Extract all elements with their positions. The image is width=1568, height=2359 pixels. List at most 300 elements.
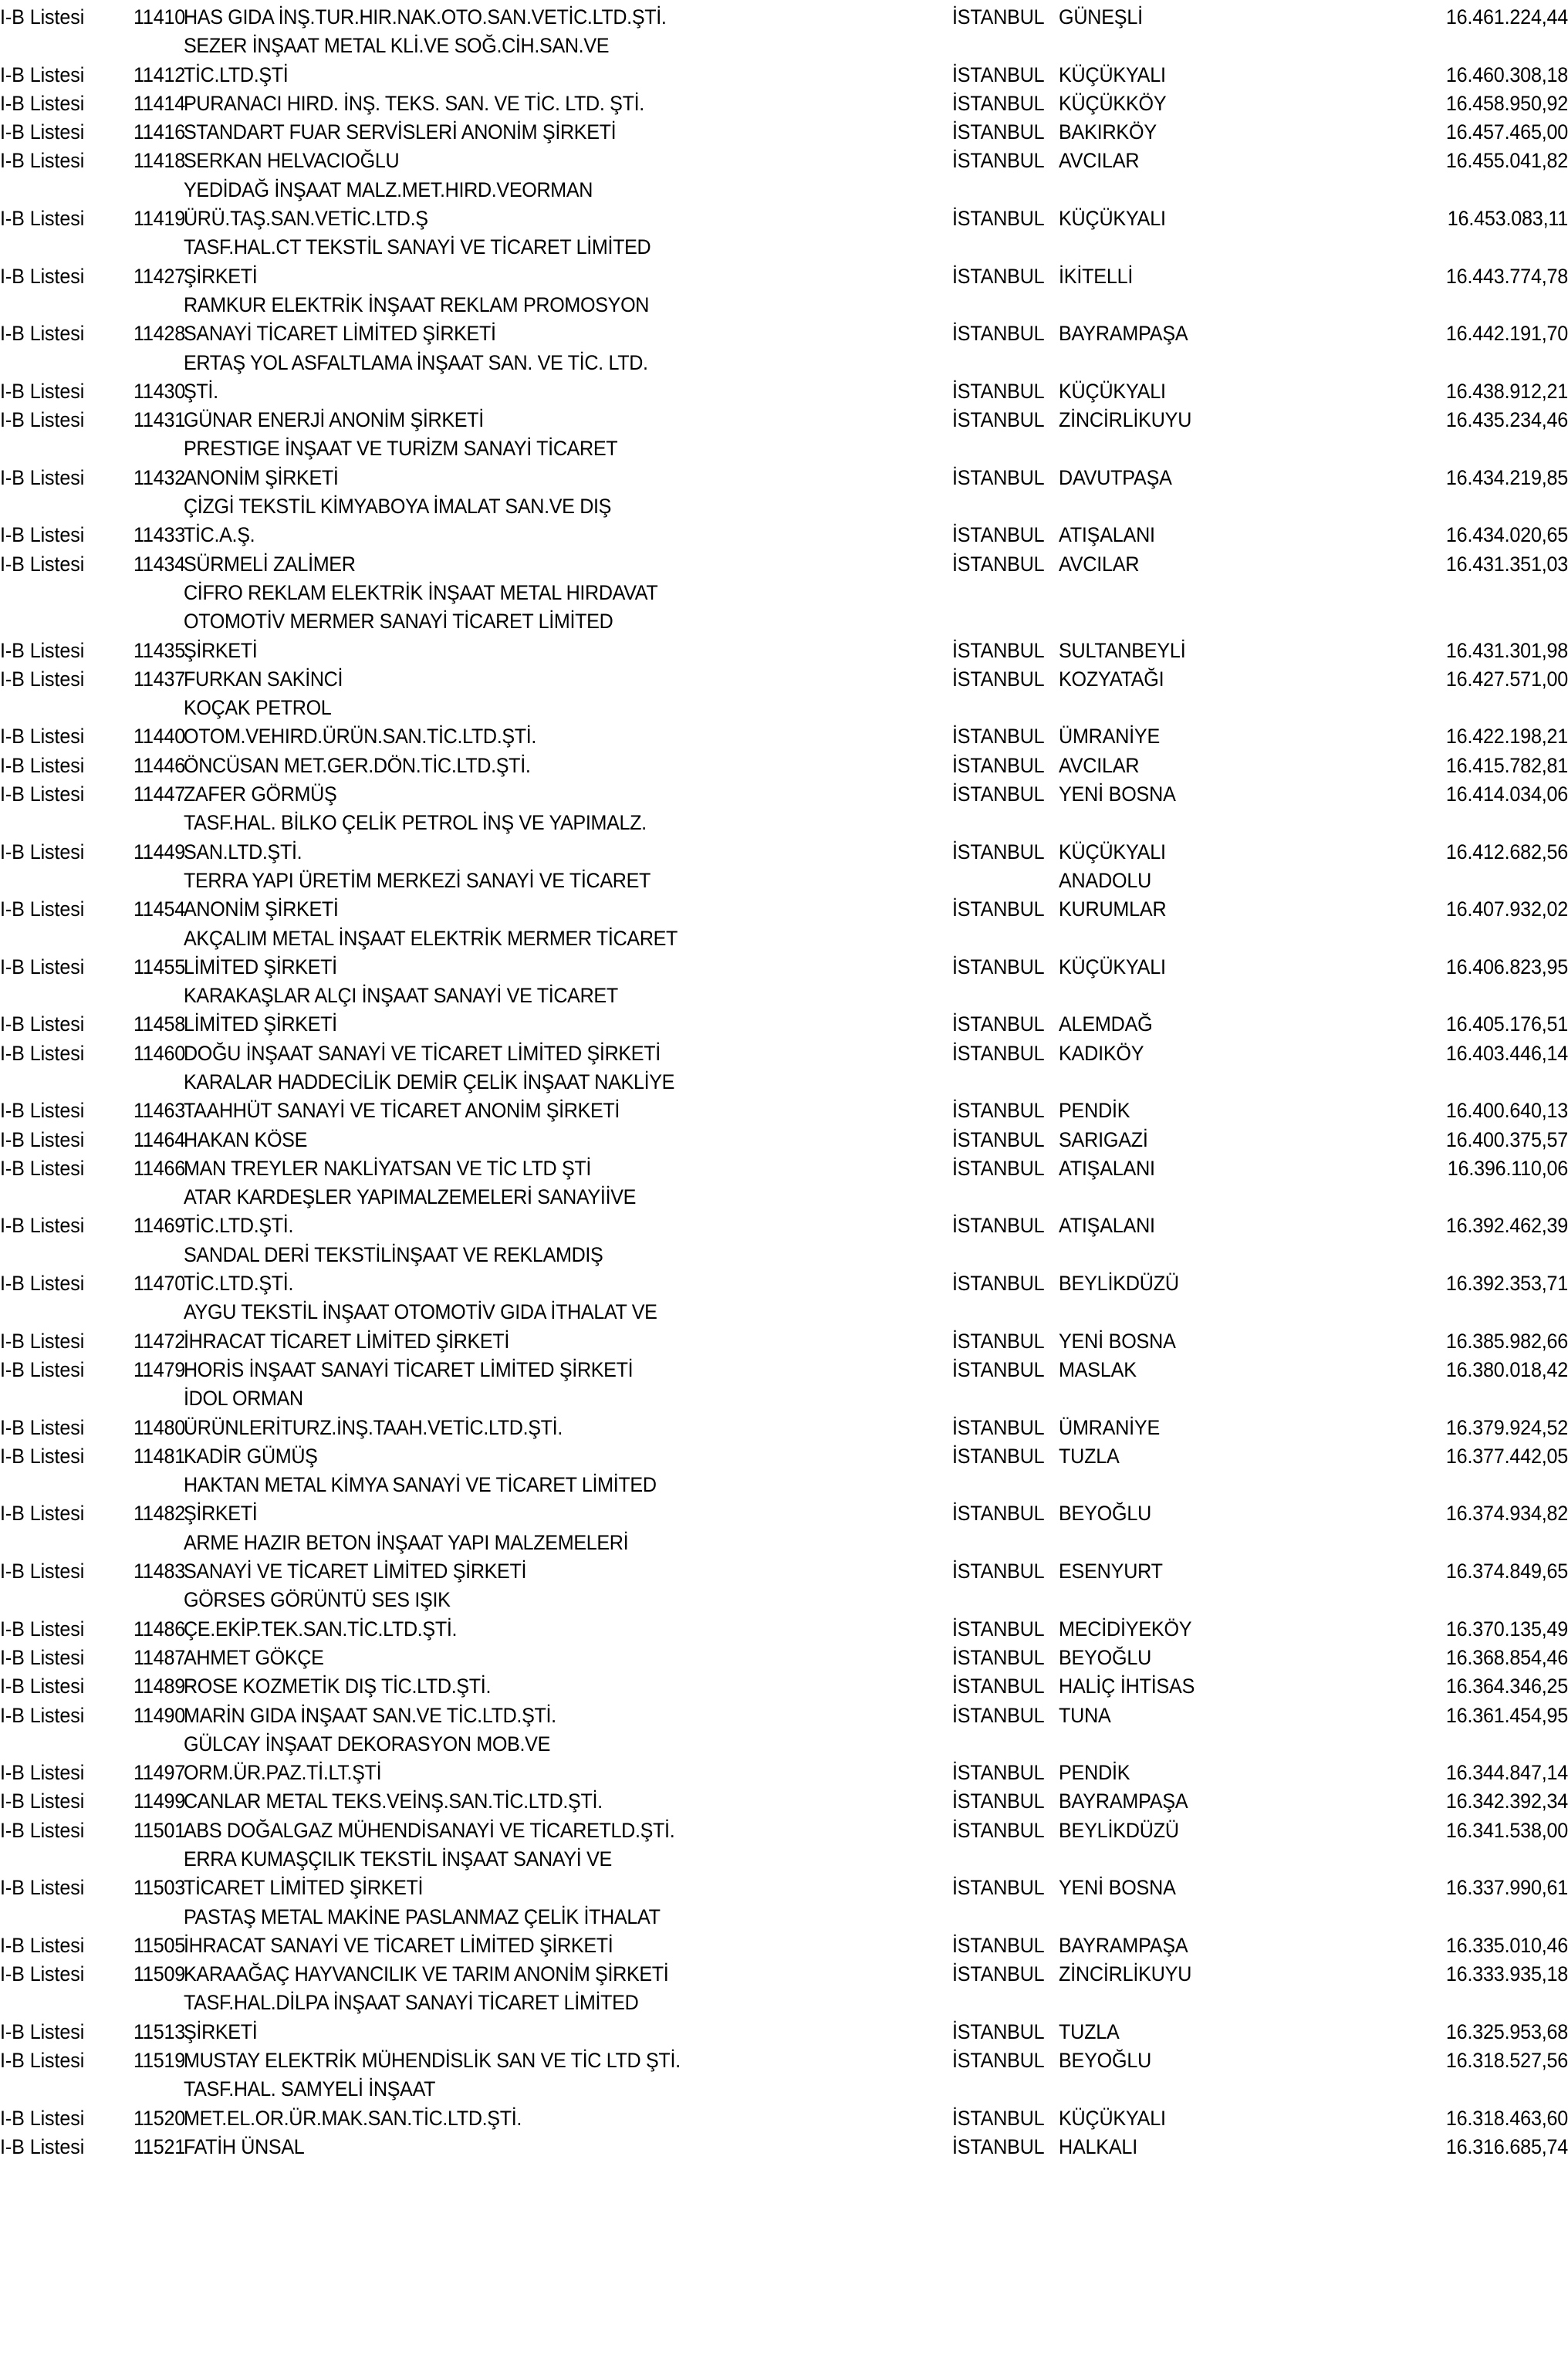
company-name: CANLAR METAL TEKS.VEİNŞ.SAN.TİC.LTD.ŞTİ. bbox=[184, 1790, 603, 1813]
city-name: İSTANBUL bbox=[952, 2049, 1045, 2073]
debt-amount: 16.415.782,81 bbox=[1445, 753, 1568, 777]
district-name: GÜNEŞLİ bbox=[1059, 5, 1143, 29]
id-empty bbox=[130, 1241, 184, 1269]
record-id: 11519 bbox=[133, 2049, 186, 2073]
district-name: MASLAK bbox=[1059, 1357, 1137, 1381]
city-empty bbox=[952, 233, 1059, 262]
company-name: TİC.LTD.ŞTİ. bbox=[184, 1272, 294, 1296]
city-empty bbox=[952, 1298, 1059, 1327]
company-name: OTOM.VEHIRD.ÜRÜN.SAN.TİC.LTD.ŞTİ. bbox=[184, 725, 537, 749]
record-id: 11487 bbox=[133, 1645, 186, 1669]
amount-empty bbox=[1298, 349, 1568, 377]
company-name: KARAAĞAÇ HAYVANCILIK VE TARIM ANONİM ŞİRKETİ bbox=[184, 1962, 669, 1986]
district-name: ÜMRANİYE bbox=[1059, 1415, 1161, 1439]
table-row[interactable] bbox=[0, 1960, 1568, 1989]
debt-amount: 16.333.935,18 bbox=[1445, 1962, 1568, 1986]
amount-empty bbox=[1298, 233, 1568, 262]
list-label: I-B Listesi bbox=[0, 753, 85, 777]
company-name: ÇE.EKİP.TEK.SAN.TİC.LTD.ŞTİ. bbox=[184, 1617, 458, 1641]
district-name: KÜÇÜKYALI bbox=[1059, 955, 1166, 978]
record-id: 11431 bbox=[133, 408, 186, 432]
list-label: I-B Listesi bbox=[0, 2134, 85, 2158]
city-name: İSTANBUL bbox=[952, 1675, 1045, 1698]
debt-amount: 16.392.353,71 bbox=[1445, 1272, 1568, 1296]
debt-amount: 16.325.953,68 bbox=[1445, 2019, 1568, 2043]
company-name: LİMİTED ŞİRKETİ bbox=[184, 1012, 337, 1036]
debt-amount: 16.407.932,02 bbox=[1445, 897, 1568, 921]
name-continuation-row bbox=[0, 1068, 1568, 1097]
list-label: I-B Listesi bbox=[0, 1357, 85, 1381]
name-continuation-row bbox=[0, 1845, 1568, 1874]
name-continuation-row bbox=[0, 176, 1568, 204]
list-label-empty bbox=[0, 1241, 130, 1269]
company-name: SANAYİ VE TİCARET LİMİTED ŞİRKETİ bbox=[184, 1560, 527, 1583]
record-id: 11419 bbox=[133, 207, 186, 231]
debt-amount: 16.457.465,00 bbox=[1445, 120, 1568, 144]
city-empty bbox=[952, 1845, 1059, 1874]
debt-amount: 16.318.527,56 bbox=[1445, 2049, 1568, 2073]
district-name: AVCILAR bbox=[1059, 552, 1140, 576]
table-row[interactable] bbox=[0, 1702, 1568, 1730]
company-name-continuation: TASF.HAL. BİLKO ÇELİK PETROL İNŞ VE YAPIMALZ. bbox=[184, 811, 647, 835]
list-label: I-B Listesi bbox=[0, 1099, 85, 1123]
table-row[interactable] bbox=[0, 61, 1568, 90]
debt-amount: 16.455.041,82 bbox=[1445, 149, 1568, 173]
company-name-continuation: KARALAR HADDECİLİK DEMİR ÇELİK İNŞAAT NAKLİYE bbox=[184, 1070, 675, 1093]
table-row[interactable] bbox=[0, 1874, 1568, 1902]
list-label-empty bbox=[0, 1730, 130, 1759]
record-id: 11521 bbox=[133, 2134, 186, 2158]
list-label: I-B Listesi bbox=[0, 408, 85, 432]
district-name: ZİNCİRLİKUYU bbox=[1059, 408, 1192, 432]
table-row[interactable] bbox=[0, 895, 1568, 924]
id-empty bbox=[130, 1903, 184, 1931]
list-label: I-B Listesi bbox=[0, 1645, 85, 1669]
debt-amount: 16.361.454,95 bbox=[1445, 1703, 1568, 1727]
city-name: İSTANBUL bbox=[952, 2134, 1045, 2158]
debt-amount: 16.458.950,92 bbox=[1445, 91, 1568, 115]
debtor-listing-table bbox=[0, 3, 1568, 2161]
district-continuation bbox=[1059, 1068, 1298, 1097]
id-empty bbox=[130, 1183, 184, 1212]
debt-amount: 16.414.034,06 bbox=[1445, 782, 1568, 806]
debt-amount: 16.342.392,34 bbox=[1445, 1790, 1568, 1813]
company-name: MARİN GIDA İNŞAAT SAN.VE TİC.LTD.ŞTİ. bbox=[184, 1703, 556, 1727]
record-id: 11479 bbox=[133, 1357, 186, 1381]
id-empty bbox=[130, 1068, 184, 1097]
list-label: I-B Listesi bbox=[0, 2019, 85, 2043]
district-continuation bbox=[1059, 1730, 1298, 1759]
list-label: I-B Listesi bbox=[0, 2106, 85, 2130]
district-continuation bbox=[1059, 809, 1298, 837]
table-row[interactable] bbox=[0, 722, 1568, 751]
list-label-empty bbox=[0, 607, 130, 636]
record-id: 11490 bbox=[133, 1703, 186, 1727]
city-empty bbox=[952, 579, 1059, 607]
table-row[interactable] bbox=[0, 953, 1568, 982]
record-id: 11458 bbox=[133, 1012, 186, 1036]
district-name: PENDİK bbox=[1059, 1761, 1130, 1785]
list-label-empty bbox=[0, 233, 130, 262]
company-name: ORM.ÜR.PAZ.Tİ.LT.ŞTİ bbox=[184, 1761, 382, 1785]
amount-empty bbox=[1298, 1730, 1568, 1759]
table-row[interactable] bbox=[0, 1212, 1568, 1240]
record-id: 11460 bbox=[133, 1041, 186, 1065]
company-name: ŞİRKETİ bbox=[184, 638, 258, 662]
company-name-continuation: KOÇAK PETROL bbox=[184, 696, 332, 720]
table-row[interactable] bbox=[0, 2018, 1568, 2046]
record-id: 11463 bbox=[133, 1099, 186, 1123]
table-row[interactable] bbox=[0, 262, 1568, 291]
table-row[interactable] bbox=[0, 1039, 1568, 1068]
company-name-continuation: SEZER İNŞAAT METAL KLİ.VE SOĞ.CİH.SAN.VE bbox=[184, 34, 610, 58]
company-name-continuation: İDOL ORMAN bbox=[184, 1387, 303, 1411]
list-label: I-B Listesi bbox=[0, 1415, 85, 1439]
table-row[interactable] bbox=[0, 147, 1568, 175]
table-row[interactable] bbox=[0, 2104, 1568, 2133]
company-name-continuation: CİFRO REKLAM ELEKTRİK İNŞAAT METAL HIRDAVAT bbox=[184, 580, 658, 604]
amount-empty bbox=[1298, 291, 1568, 319]
company-name: SANAYİ TİCARET LİMİTED ŞİRKETİ bbox=[184, 322, 496, 346]
table-row[interactable] bbox=[0, 1154, 1568, 1183]
table-row[interactable] bbox=[0, 1499, 1568, 1528]
debt-amount: 16.403.446,14 bbox=[1445, 1041, 1568, 1065]
list-label: I-B Listesi bbox=[0, 1214, 85, 1238]
list-label-empty bbox=[0, 1298, 130, 1327]
id-empty bbox=[130, 349, 184, 377]
table-row[interactable] bbox=[0, 637, 1568, 665]
company-name-continuation: ATAR KARDEŞLER YAPIMALZEMELERİ SANAYİİVE bbox=[184, 1185, 637, 1209]
name-continuation-row bbox=[0, 809, 1568, 837]
list-label-empty bbox=[0, 1183, 130, 1212]
table-row[interactable] bbox=[0, 1442, 1568, 1471]
id-empty bbox=[130, 1730, 184, 1759]
company-name: PURANACI HIRD. İNŞ. TEKS. SAN. VE TİC. LTD. ŞTİ. bbox=[184, 91, 644, 115]
company-name: TİC.LTD.ŞTİ. bbox=[184, 1214, 294, 1238]
city-name: İSTANBUL bbox=[952, 1127, 1045, 1151]
record-id: 11449 bbox=[133, 840, 186, 864]
city-name: İSTANBUL bbox=[952, 840, 1045, 864]
amount-empty bbox=[1298, 434, 1568, 463]
amount-empty bbox=[1298, 579, 1568, 607]
list-label: I-B Listesi bbox=[0, 1703, 85, 1727]
district-continuation bbox=[1059, 176, 1298, 204]
city-name: İSTANBUL bbox=[952, 379, 1045, 403]
debt-amount: 16.422.198,21 bbox=[1445, 725, 1568, 749]
company-name-continuation: RAMKUR ELEKTRİK İNŞAAT REKLAM PROMOSYON bbox=[184, 292, 650, 316]
list-label: I-B Listesi bbox=[0, 840, 85, 864]
city-name: İSTANBUL bbox=[952, 1214, 1045, 1238]
debt-amount: 16.374.934,82 bbox=[1445, 1502, 1568, 1526]
amount-empty bbox=[1298, 924, 1568, 953]
table-row[interactable] bbox=[0, 204, 1568, 233]
list-label: I-B Listesi bbox=[0, 379, 85, 403]
record-id: 11427 bbox=[133, 264, 186, 288]
company-name-continuation: OTOMOTİV MERMER SANAYİ TİCARET LİMİTED bbox=[184, 610, 613, 634]
table-row[interactable] bbox=[0, 2046, 1568, 2075]
debt-amount: 16.443.774,78 bbox=[1445, 264, 1568, 288]
company-name-continuation: ÇİZGİ TEKSTİL KİMYABOYA İMALAT SAN.VE DIŞ bbox=[184, 495, 612, 519]
list-label: I-B Listesi bbox=[0, 1818, 85, 1842]
debt-amount: 16.368.854,46 bbox=[1445, 1645, 1568, 1669]
debt-amount: 16.377.442,05 bbox=[1445, 1444, 1568, 1468]
id-empty bbox=[130, 1989, 184, 2017]
table-row[interactable] bbox=[0, 1759, 1568, 1787]
name-continuation-row bbox=[0, 1183, 1568, 1212]
table-row[interactable] bbox=[0, 1327, 1568, 1356]
record-id: 11447 bbox=[133, 782, 186, 806]
record-id: 11410 bbox=[133, 5, 186, 29]
company-name: TİCARET LİMİTED ŞİRKETİ bbox=[184, 1876, 424, 1900]
debt-amount: 16.318.463,60 bbox=[1445, 2106, 1568, 2130]
company-name: SÜRMELİ ZALİMER bbox=[184, 552, 356, 576]
name-continuation-row bbox=[0, 434, 1568, 463]
name-continuation-row bbox=[0, 1529, 1568, 1557]
list-label: I-B Listesi bbox=[0, 465, 85, 489]
list-label: I-B Listesi bbox=[0, 725, 85, 749]
list-label: I-B Listesi bbox=[0, 5, 85, 29]
company-name: HAS GIDA İNŞ.TUR.HIR.NAK.OTO.SAN.VETİC.LTD.ŞTİ. bbox=[184, 5, 667, 29]
table-row[interactable] bbox=[0, 1931, 1568, 1960]
city-name: İSTANBUL bbox=[952, 1272, 1045, 1296]
city-name: İSTANBUL bbox=[952, 725, 1045, 749]
name-continuation-row bbox=[0, 32, 1568, 60]
id-empty bbox=[130, 176, 184, 204]
record-id: 11472 bbox=[133, 1329, 186, 1353]
company-name: ROSE KOZMETİK DIŞ TİC.LTD.ŞTİ. bbox=[184, 1675, 492, 1698]
table-row[interactable] bbox=[0, 1787, 1568, 1816]
company-name-continuation: GÖRSES GÖRÜNTÜ SES IŞIK bbox=[184, 1588, 451, 1612]
name-continuation-row bbox=[0, 982, 1568, 1010]
table-row[interactable] bbox=[0, 1414, 1568, 1442]
list-label: I-B Listesi bbox=[0, 63, 85, 86]
city-name: İSTANBUL bbox=[952, 1617, 1045, 1641]
record-id: 11416 bbox=[133, 120, 186, 144]
debt-amount: 16.453.083,11 bbox=[1447, 207, 1568, 231]
city-empty bbox=[952, 492, 1059, 521]
city-name: İSTANBUL bbox=[952, 5, 1045, 29]
district-name: BEYOĞLU bbox=[1059, 1645, 1152, 1669]
city-name: İSTANBUL bbox=[952, 1560, 1045, 1583]
company-name: GÜNAR ENERJİ ANONİM ŞİRKETİ bbox=[184, 408, 484, 432]
debt-amount: 16.364.346,25 bbox=[1445, 1675, 1568, 1698]
debt-amount: 16.370.135,49 bbox=[1445, 1617, 1568, 1641]
debt-amount: 16.344.847,14 bbox=[1445, 1761, 1568, 1785]
list-label: I-B Listesi bbox=[0, 955, 85, 978]
list-label-empty bbox=[0, 349, 130, 377]
district-continuation bbox=[1059, 1241, 1298, 1269]
table-row[interactable] bbox=[0, 90, 1568, 118]
list-label: I-B Listesi bbox=[0, 1444, 85, 1468]
list-label: I-B Listesi bbox=[0, 897, 85, 921]
table-row[interactable] bbox=[0, 550, 1568, 579]
district-name: SARIGAZİ bbox=[1059, 1127, 1148, 1151]
table-row[interactable] bbox=[0, 1557, 1568, 1586]
district-name: İKİTELLİ bbox=[1059, 264, 1134, 288]
table-row[interactable] bbox=[0, 1672, 1568, 1701]
company-name: KADİR GÜMÜŞ bbox=[184, 1444, 318, 1468]
record-id: 11509 bbox=[133, 1962, 186, 1986]
table-row[interactable] bbox=[0, 3, 1568, 32]
company-name: ŞİRKETİ bbox=[184, 1502, 258, 1526]
district-name: HALKALI bbox=[1059, 2134, 1137, 2158]
district-continuation bbox=[1059, 1903, 1298, 1931]
name-continuation-row bbox=[0, 349, 1568, 377]
record-id: 11481 bbox=[133, 1444, 186, 1468]
district-continuation bbox=[1059, 291, 1298, 319]
list-label-empty bbox=[0, 1529, 130, 1557]
city-name: İSTANBUL bbox=[952, 1790, 1045, 1813]
company-name: ŞİRKETİ bbox=[184, 264, 258, 288]
debt-amount: 16.442.191,70 bbox=[1445, 322, 1568, 346]
city-empty bbox=[952, 1241, 1059, 1269]
name-continuation-row bbox=[0, 607, 1568, 636]
list-label: I-B Listesi bbox=[0, 1502, 85, 1526]
district-continuation bbox=[1059, 924, 1298, 953]
debt-amount: 16.412.682,56 bbox=[1445, 840, 1568, 864]
list-label: I-B Listesi bbox=[0, 149, 85, 173]
table-row[interactable] bbox=[0, 1126, 1568, 1154]
id-empty bbox=[130, 1298, 184, 1327]
table-row[interactable] bbox=[0, 377, 1568, 406]
amount-empty bbox=[1298, 176, 1568, 204]
table-row[interactable] bbox=[0, 1644, 1568, 1672]
list-label: I-B Listesi bbox=[0, 1156, 85, 1180]
company-name: ŞİRKETİ bbox=[184, 2019, 258, 2043]
city-name: İSTANBUL bbox=[952, 322, 1045, 346]
city-empty bbox=[952, 1989, 1059, 2017]
id-empty bbox=[130, 982, 184, 1010]
district-name: KÜÇÜKKÖY bbox=[1059, 91, 1167, 115]
table-row[interactable] bbox=[0, 406, 1568, 434]
table-row[interactable] bbox=[0, 838, 1568, 867]
id-empty bbox=[130, 809, 184, 837]
id-empty bbox=[130, 2075, 184, 2104]
city-empty bbox=[952, 349, 1059, 377]
city-name: İSTANBUL bbox=[952, 2106, 1045, 2130]
district-continuation bbox=[1059, 1989, 1298, 2017]
city-name: İSTANBUL bbox=[952, 120, 1045, 144]
name-continuation-row bbox=[0, 1586, 1568, 1614]
record-id: 11483 bbox=[133, 1560, 186, 1583]
name-continuation-row bbox=[0, 1384, 1568, 1413]
id-empty bbox=[130, 1384, 184, 1413]
district-name: KÜÇÜKYALI bbox=[1059, 840, 1166, 864]
table-row[interactable] bbox=[0, 1097, 1568, 1125]
name-continuation-row bbox=[0, 867, 1568, 895]
company-name-continuation: AKÇALIM METAL İNŞAAT ELEKTRİK MERMER TİCARET bbox=[184, 926, 678, 950]
id-empty bbox=[130, 607, 184, 636]
amount-empty bbox=[1298, 1183, 1568, 1212]
city-name: İSTANBUL bbox=[952, 1645, 1045, 1669]
record-id: 11455 bbox=[133, 955, 186, 978]
company-name-continuation: ERTAŞ YOL ASFALTLAMA İNŞAAT SAN. VE TİC. LTD. bbox=[184, 350, 648, 374]
district-name: ATIŞALANI bbox=[1059, 1156, 1155, 1180]
table-row[interactable] bbox=[0, 521, 1568, 549]
company-name-continuation: YEDİDAĞ İNŞAAT MALZ.MET.HIRD.VEORMAN bbox=[184, 177, 593, 201]
table-row[interactable] bbox=[0, 1615, 1568, 1644]
city-empty bbox=[952, 434, 1059, 463]
list-label-empty bbox=[0, 1586, 130, 1614]
amount-empty bbox=[1298, 607, 1568, 636]
record-id: 11412 bbox=[133, 63, 186, 86]
list-label: I-B Listesi bbox=[0, 1962, 85, 1986]
table-row[interactable] bbox=[0, 1356, 1568, 1384]
list-label-empty bbox=[0, 924, 130, 953]
table-row[interactable] bbox=[0, 319, 1568, 348]
record-id: 11497 bbox=[133, 1761, 186, 1785]
list-label: I-B Listesi bbox=[0, 1329, 85, 1353]
list-label-empty bbox=[0, 2075, 130, 2104]
list-label: I-B Listesi bbox=[0, 2049, 85, 2073]
city-name: İSTANBUL bbox=[952, 1099, 1045, 1123]
amount-empty bbox=[1298, 1241, 1568, 1269]
name-continuation-row bbox=[0, 1298, 1568, 1327]
district-continuation bbox=[1059, 32, 1298, 60]
district-name: SULTANBEYLİ bbox=[1059, 638, 1186, 662]
record-id: 11414 bbox=[133, 91, 186, 115]
city-empty bbox=[952, 1471, 1059, 1499]
list-label: I-B Listesi bbox=[0, 1790, 85, 1813]
amount-empty bbox=[1298, 32, 1568, 60]
debt-amount: 16.385.982,66 bbox=[1445, 1329, 1568, 1353]
table-row[interactable] bbox=[0, 780, 1568, 809]
table-row[interactable] bbox=[0, 752, 1568, 780]
district-continuation bbox=[1059, 1471, 1298, 1499]
name-continuation-row bbox=[0, 233, 1568, 262]
city-name: İSTANBUL bbox=[952, 2019, 1045, 2043]
district-continuation bbox=[1059, 1183, 1298, 1212]
record-id: 11433 bbox=[133, 523, 186, 547]
name-continuation-row bbox=[0, 291, 1568, 319]
city-name: İSTANBUL bbox=[952, 638, 1045, 662]
table-row[interactable] bbox=[0, 2133, 1568, 2161]
company-name: ZAFER GÖRMÜŞ bbox=[184, 782, 337, 806]
table-row[interactable] bbox=[0, 1269, 1568, 1298]
company-name: AHMET GÖKÇE bbox=[184, 1645, 324, 1669]
table-row[interactable] bbox=[0, 665, 1568, 694]
list-label: I-B Listesi bbox=[0, 523, 85, 547]
company-name-continuation: TASF.HAL. SAMYELİ İNŞAAT bbox=[184, 2077, 436, 2101]
company-name: MAN TREYLER NAKLİYATSAN VE TİC LTD ŞTİ bbox=[184, 1156, 592, 1180]
id-empty bbox=[130, 1845, 184, 1874]
city-name: İSTANBUL bbox=[952, 1444, 1045, 1468]
debt-amount: 16.431.301,98 bbox=[1445, 638, 1568, 662]
record-id: 11499 bbox=[133, 1790, 186, 1813]
table-row[interactable] bbox=[0, 1817, 1568, 1845]
company-name: ŞTİ. bbox=[184, 379, 218, 403]
district-name: BAYRAMPAŞA bbox=[1059, 1933, 1188, 1957]
table-row[interactable] bbox=[0, 1010, 1568, 1039]
district-name: BEYLİKDÜZÜ bbox=[1059, 1818, 1179, 1842]
district-name: DAVUTPAŞA bbox=[1059, 465, 1172, 489]
record-id: 11505 bbox=[133, 1933, 186, 1957]
district-name: KÜÇÜKYALI bbox=[1059, 2106, 1166, 2130]
company-name: MET.EL.OR.ÜR.MAK.SAN.TİC.LTD.ŞTİ. bbox=[184, 2106, 522, 2130]
amount-empty bbox=[1298, 1989, 1568, 2017]
table-row[interactable] bbox=[0, 464, 1568, 492]
id-empty bbox=[130, 1471, 184, 1499]
id-empty bbox=[130, 434, 184, 463]
debt-amount: 16.406.823,95 bbox=[1445, 955, 1568, 978]
district-name: BEYOĞLU bbox=[1059, 1502, 1152, 1526]
company-name: MUSTAY ELEKTRİK MÜHENDİSLİK SAN VE TİC LTD ŞTİ. bbox=[184, 2049, 681, 2073]
district-name: ESENYURT bbox=[1059, 1560, 1163, 1583]
city-name: İSTANBUL bbox=[952, 1818, 1045, 1842]
company-name: ANONİM ŞİRKETİ bbox=[184, 465, 339, 489]
district-name: KOZYATAĞI bbox=[1059, 667, 1164, 691]
table-row[interactable] bbox=[0, 118, 1568, 147]
